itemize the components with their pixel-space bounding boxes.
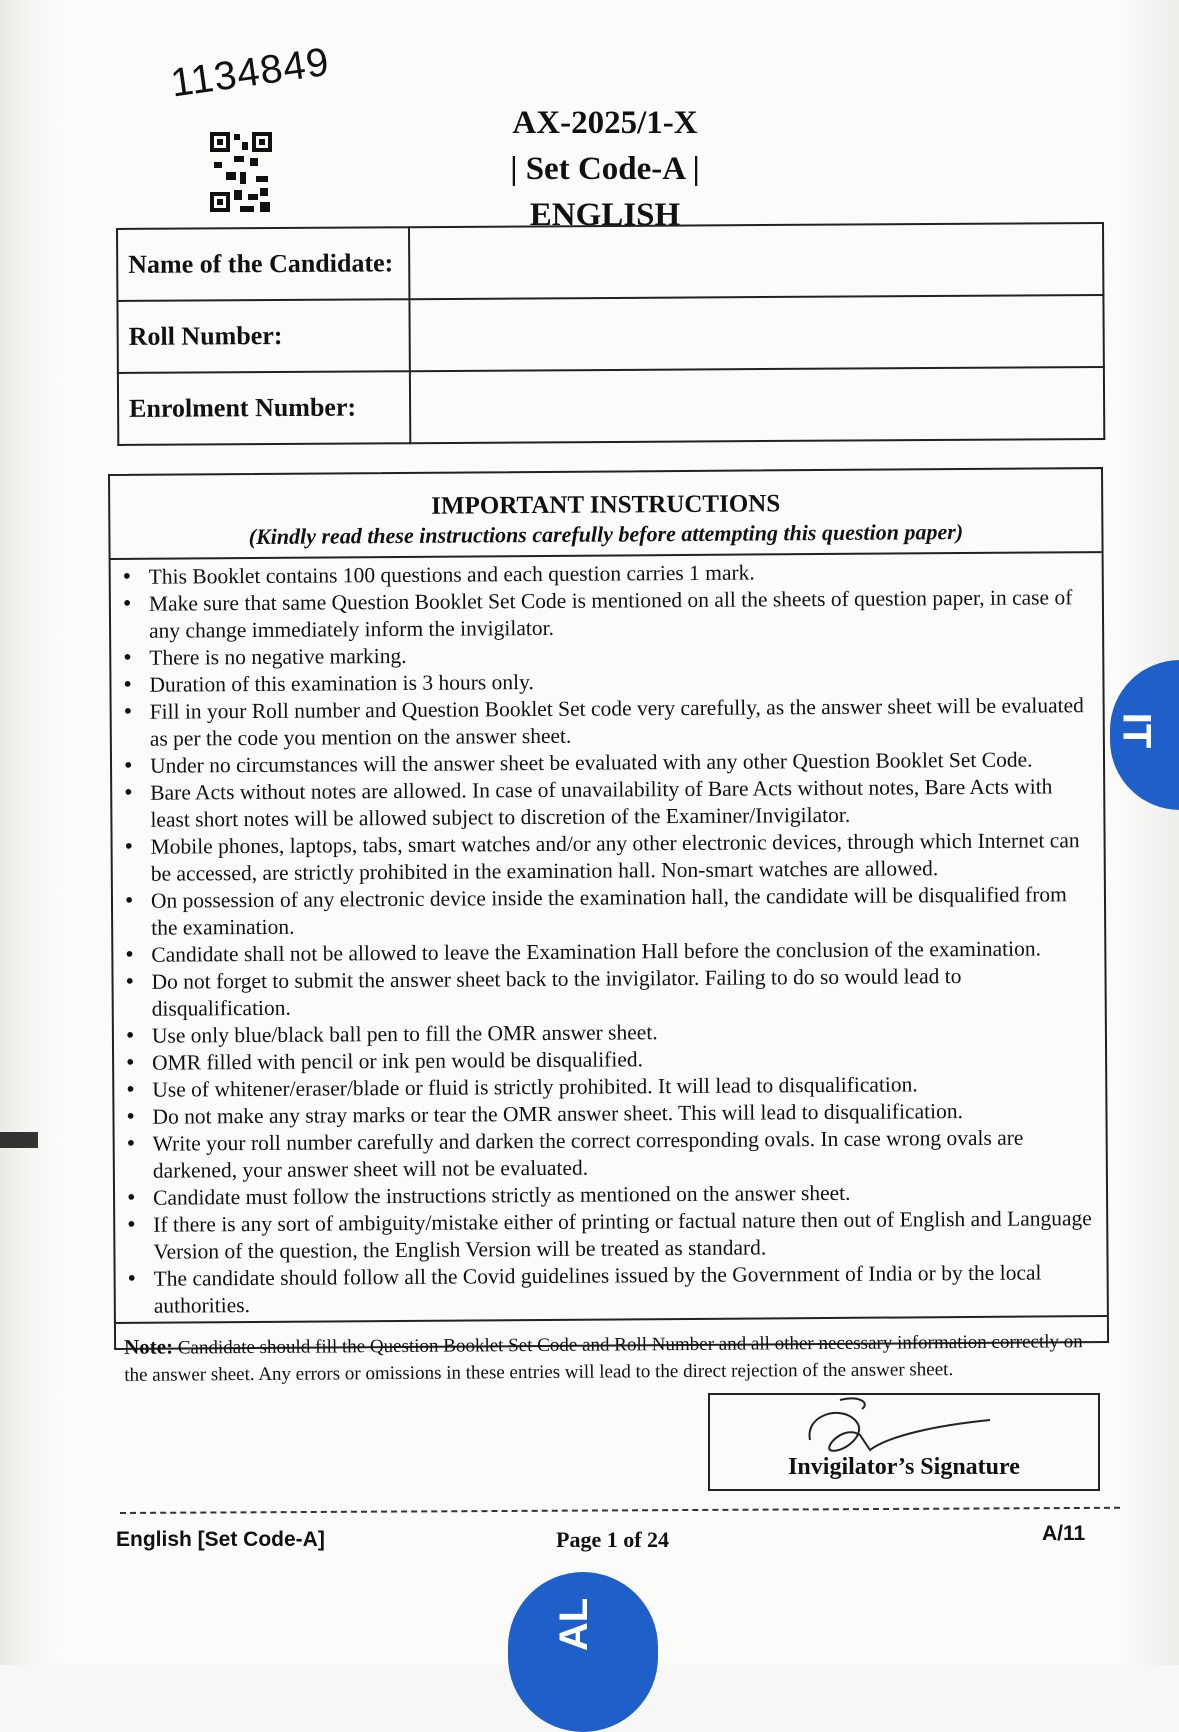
qr-code-icon xyxy=(210,132,272,216)
signature-label: Invigilator’s Signature xyxy=(788,1454,1020,1480)
instruction-item: • On possession of any electronic device inside the examination hall, the candidate will be disqualified from the examination. xyxy=(151,881,1094,942)
instructions-title: IMPORTANT INSTRUCTIONS xyxy=(431,490,781,520)
note-section xyxy=(116,1315,1107,1395)
instruction-item: • OMR filled with pencil or ink pen would be disqualified. xyxy=(152,1043,1095,1077)
instruction-item: • Mobile phones, laptops, tabs, smart watches and/or any other electronic devices, through which Internet can be accessed, are strictly prohibited in the examination hall. Non-smart watches are allowed. xyxy=(151,827,1094,888)
instruction-item: • The candidate should follow all the Covid guidelines issued by the Government of India or by the local authorities. xyxy=(154,1259,1097,1320)
invigilator-signature-box xyxy=(708,1393,1100,1491)
blue-stamp-bottom xyxy=(508,1572,658,1732)
candidate-details-table xyxy=(116,222,1105,446)
instruction-item: • Duration of this examination is 3 hours only. xyxy=(149,665,1092,699)
instruction-item: • Under no circumstances will the answer sheet be evaluated with any other Question Booklet Set Code. xyxy=(150,746,1093,780)
footer-divider xyxy=(120,1507,1120,1514)
set-code: | Set Code-A | xyxy=(510,151,700,187)
instruction-item: • This Booklet contains 100 questions and each question carries 1 mark. xyxy=(149,557,1092,591)
instructions-header xyxy=(110,469,1102,560)
exam-header xyxy=(480,100,730,238)
instruction-item: • Make sure that same Question Booklet Set Code is mentioned on all the sheets of question paper, in case of any change immediately inform the invigilator. xyxy=(149,584,1092,645)
stamp-right-text: IT xyxy=(1114,712,1159,749)
candidate-name-label: Name of the Candidate: xyxy=(117,227,409,301)
roll-number-label: Roll Number: xyxy=(117,299,409,373)
candidate-name-field[interactable] xyxy=(409,223,1103,299)
enrolment-number-row xyxy=(118,367,1104,445)
subject-title: ENGLISH xyxy=(529,197,681,233)
instruction-item: • Candidate must follow the instructions strictly as mentioned on the answer sheet. xyxy=(153,1178,1096,1212)
instructions-list xyxy=(111,557,1107,1320)
instruction-item: • Fill in your Roll number and Question Booklet Set code very carefully, as the answer sheet will be evaluated as per the code you mention on the answer sheet. xyxy=(150,692,1093,753)
instruction-item: • If there is any sort of ambiguity/mistake either of printing or factual nature then out of English and Language Version of the question, the English Version will be treated as standard. xyxy=(153,1205,1096,1266)
candidate-name-row xyxy=(117,223,1103,301)
instruction-item: • Bare Acts without notes are allowed. In case of unavailability of Bare Acts without notes, Bare Acts with least short notes will be allowed subject to discretion of the Examiner/Invigilator. xyxy=(150,773,1093,834)
serial-number: 1134849 xyxy=(168,39,333,106)
roll-number-field[interactable] xyxy=(409,295,1103,371)
instruction-item: • Candidate shall not be allowed to leave the Examination Hall before the conclusion of the examination. xyxy=(151,935,1094,969)
footer-booklet-code: A/11 xyxy=(1042,1522,1086,1545)
note-label: Note: xyxy=(124,1334,174,1359)
blue-stamp-right xyxy=(1110,660,1179,810)
footer-set-code: English [Set Code-A] xyxy=(116,1528,325,1551)
instruction-item: • There is no negative marking. xyxy=(149,638,1092,672)
instructions-subtitle: (Kindly read these instructions carefully before attempting this question paper) xyxy=(248,519,964,550)
stamp-bottom-text: AL xyxy=(552,1597,597,1652)
instruction-item: • Use only blue/black ball pen to fill the OMR answer sheet. xyxy=(152,1016,1095,1050)
binder-clip-mark xyxy=(0,1132,38,1148)
instruction-item: • Use of whitener/eraser/blade or fluid is strictly prohibited. It will lead to disqualification. xyxy=(152,1070,1095,1104)
note-text: Candidate should fill the Question Booklet Set Code and Roll Number and all other necessary information correctly on the answer sheet. Any errors or omissions in these entries will lead to the direct rejection of the answer sheet. xyxy=(124,1331,1083,1386)
roll-number-row xyxy=(117,295,1103,373)
exam-code: AX-2025/1-X xyxy=(512,105,698,141)
enrolment-number-field[interactable] xyxy=(410,367,1104,443)
instructions-box xyxy=(108,467,1109,1386)
enrolment-number-label: Enrolment Number: xyxy=(118,371,410,445)
instruction-item: • Do not forget to submit the answer sheet back to the invigilator. Failing to do so would lead to disqualification. xyxy=(151,962,1094,1023)
instruction-item: • Write your roll number carefully and darken the correct corresponding ovals. In case wrong ovals are darkened, your answer sheet will not be evaluated. xyxy=(153,1124,1096,1185)
instruction-item: • Do not make any stray marks or tear the OMR answer sheet. This will lead to disqualification. xyxy=(152,1097,1095,1131)
footer-page-number: Page 1 of 24 xyxy=(556,1527,670,1552)
